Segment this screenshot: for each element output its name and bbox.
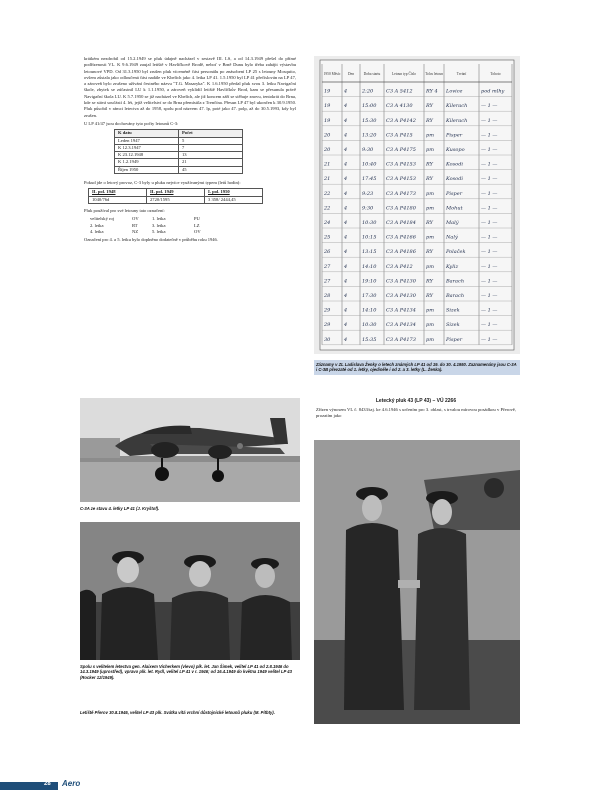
logbook-entry: C3 A P4186	[386, 249, 416, 256]
logbook-entry: 20	[324, 132, 331, 139]
logbook-entry: — 1 —	[481, 161, 498, 168]
table-row	[89, 196, 263, 203]
logbook-entry: Malý	[446, 220, 459, 226]
logbook-entry: 27	[324, 278, 331, 285]
officers-photo	[80, 522, 300, 660]
logbook-entry: 29	[324, 307, 331, 314]
logbook-entry: Pisper	[446, 190, 463, 197]
logbook-entry: RY	[426, 293, 433, 299]
logbook-entry: 21	[324, 176, 331, 183]
logbook-entry: 4	[344, 322, 348, 329]
logbook-entry: RY	[426, 220, 433, 226]
logbook-entry: C3 A P415	[386, 132, 413, 139]
table-cell: 1040/76d	[89, 196, 147, 203]
table-cell: PU	[194, 216, 200, 222]
logbook-header: Doba startu	[363, 72, 381, 76]
page-footer	[0, 778, 600, 792]
article-paragraph: Pluk používal pro své letouny tato označení:	[84, 207, 165, 213]
logbook-entry: C3 A P4166	[386, 234, 416, 241]
table-row	[115, 137, 243, 144]
logbook-entry: C3 A P4130	[386, 293, 416, 299]
aircraft-caption: C-3A ze stavu 4. letky LP 41 (J. Kryštof).	[80, 506, 160, 511]
logbook-entry: 29	[324, 322, 331, 329]
table-row	[88, 229, 212, 235]
table-cell: K 12.3.1947	[115, 144, 179, 151]
table-row	[115, 152, 243, 159]
logbook-header: 1950 Měsíc	[323, 72, 341, 76]
logbook-entry: 22	[324, 190, 331, 197]
logbook-entry: pm	[426, 336, 434, 343]
logbook-entry: RY	[426, 103, 433, 110]
logbook-entry: pod mlhy	[481, 88, 505, 95]
table-cell: K 23.12.1948	[115, 152, 179, 159]
logbook-entry: 17:45	[362, 176, 377, 183]
table-cell: 5	[179, 137, 243, 144]
logbook-entry: RY	[426, 161, 433, 168]
logbook-entry: 19:10	[362, 278, 377, 285]
table-cell: 2720/1595	[147, 196, 205, 203]
table-header: K datu	[115, 130, 179, 137]
logbook-entry: 21	[324, 161, 331, 168]
logbook-entry: Sizek	[446, 322, 460, 329]
logbook-entry: 24	[324, 220, 331, 226]
logbook-entry: 30	[324, 336, 331, 343]
logbook-entry: — 1 —	[481, 278, 498, 285]
logbook-entry: Mohut	[446, 205, 463, 212]
logbook-entry: C3 A P4184	[386, 220, 416, 226]
logbook-entry: C3 A P4130	[386, 278, 416, 285]
logbook-entry: 27	[324, 263, 331, 270]
logbook-entry: — 1 —	[481, 249, 498, 256]
logbook-entry: 4	[344, 103, 348, 110]
logbook-entry: 4	[344, 205, 348, 212]
logbook-entry: Kilerach	[446, 117, 468, 124]
table-cell: 21	[179, 159, 243, 166]
logbook-header: Tolos letoun	[425, 72, 443, 76]
logbook-entry: 13:15	[362, 249, 377, 256]
logbook-entry: 2:20	[362, 88, 374, 95]
logbook-entry: — 1 —	[481, 263, 498, 270]
logbook-entry: — 1 —	[481, 147, 498, 153]
logbook-entry: 4	[344, 293, 348, 299]
logbook-entry: 15:30	[362, 117, 377, 124]
logbook-entry: C3 A 4130	[386, 103, 413, 110]
table-cell: 1. letka	[152, 216, 166, 222]
table-cell: 3 358/ 2444,45	[205, 196, 263, 203]
logbook-header: Trvání	[456, 72, 467, 76]
logbook-entry: pm	[426, 322, 434, 329]
article-paragraph: krátkém nezdrobil od 15.2.1949 se pluk údajně nacházel v sestavě III. LS, a od 14.3.1949 přešel do přímé podřízenosti VL. K 9.6.1949 zaujal letiště v Havlíčkově Brodě, neboť v Brně Dunu bylo třeba zahájit výstavbu letounové VPD. Od 31.3.1950 byl zrušen pluk víceméně část personálu po znásobení LP 25 s letouny Mosquito, ovšem zůstala jako odloučená část nadále ve Kbelích jako 4. letka LP 41. 1.5.1950 byl LP 41 přečíslován na LP 47, a zároveň bylo zrušeno užívání čestného názvu "T.G. Masaryka". K 1.6.1950 předal pluk svou 3. letku Navigační škole, zbytek se zúčastnil LU k 1.1.1950, a zároveň vyklidil letiště Havlíčkův Brod, kam se přesunula právě Navigační škola LU. K 5.7.1950 se již nacházel ve Kbelích, ale již koncem září se stěhuje znovu, tentokrát do Brna, kde se stává součástí 4. lét, jejíž velitelství se do Brna přemístila z Trenčína. Přesun LP 47 byl ukončen k 30.9.1950. Pluk působil v rámci letectva až do 1958, spolu pod názvem 47. lp, poté jako 47. polp, až do 30.5.1993, kdy byl zrušen.	[84, 56, 296, 118]
logbook-entry: 9:23	[362, 190, 374, 197]
logbook-entry: 4	[344, 278, 348, 285]
table-header: Počet	[179, 130, 243, 137]
logbook-entry: RY	[426, 278, 433, 285]
logbook-entry: Kosodi	[446, 176, 463, 183]
table-row	[115, 166, 243, 173]
logbook-entry: 4	[344, 336, 348, 343]
logbook-entry: RY 4	[426, 88, 438, 95]
logbook-entry: 4	[344, 220, 348, 226]
table-cell: Říjen 1950	[115, 166, 179, 173]
logbook-entry: C3 A 5412	[386, 88, 413, 95]
table-cell: 2. letka	[90, 222, 104, 228]
logbook-entry: — 1 —	[481, 220, 498, 226]
aircraft-count-table	[114, 129, 243, 174]
logbook-entry: pm	[426, 205, 434, 212]
logbook-entry: 4	[344, 147, 348, 153]
logbook-entry: 10:30	[362, 322, 377, 329]
handshake-photo	[314, 440, 520, 724]
logbook-entry: — 1 —	[481, 336, 498, 343]
logbook-entry: Polaček	[446, 249, 466, 256]
table-cell: OV	[132, 216, 139, 222]
brand-logo: Aero	[62, 779, 81, 788]
logbook-entry: 10:15	[362, 234, 377, 241]
logbook-entry: 10:40	[362, 161, 377, 168]
table-header: I. pol. 1950	[205, 189, 263, 196]
logbook-entry: C3 A P412	[386, 263, 413, 270]
logbook-entry: Barach	[446, 278, 465, 285]
logbook-entry: 15:00	[362, 103, 377, 110]
logbook-entry: 19	[324, 88, 331, 95]
logbook-entry: 4	[344, 307, 348, 314]
logbook-entry: pm	[426, 147, 434, 153]
logbook-entry: 4	[344, 190, 348, 197]
handshake-image	[314, 440, 520, 724]
logbook-entry: 4	[344, 88, 348, 95]
table-cell: Leden 1947	[115, 137, 179, 144]
logbook-entry: 22	[324, 205, 331, 212]
logbook-entry: RY	[426, 176, 433, 183]
logbook-header: Letoun typ Číslo	[391, 72, 417, 76]
logbook-entry: Pisper	[446, 336, 463, 343]
logbook-entry: 4	[344, 263, 348, 270]
article-paragraph: U LP 41/47 jsou dochovány tyto počty letounů C-3:	[84, 120, 179, 126]
logbook-entry: 4	[344, 161, 348, 168]
logbook-entry: C3 A P4153	[386, 161, 416, 168]
article-paragraph: Zřízen výnosem VL č. 8433/taj. ke 4.6.1946 s určením pro 3. oblast, s trvalou mírovou posádkou v Přerově, prozatím jako	[316, 407, 516, 419]
logbook-entry: 14:10	[362, 307, 377, 314]
table-cell: 45	[179, 166, 243, 173]
logbook-entry: pm	[426, 234, 434, 241]
logbook-entry: — 1 —	[481, 117, 498, 124]
logbook-entry: 17:30	[362, 293, 377, 299]
left-text-column	[84, 56, 296, 245]
logbook-entry: — 1 —	[481, 103, 498, 110]
logbook-entry: pm	[426, 263, 434, 270]
logbook-header: Den	[348, 72, 354, 76]
logbook-entry: Pisper	[446, 132, 463, 139]
logbook-entry: — 1 —	[481, 293, 498, 299]
logbook-entry: 28	[324, 293, 331, 299]
unit-codes-table	[88, 216, 212, 235]
logbook-entry: 4	[344, 176, 348, 183]
logbook-entry: C3 A P4175	[386, 147, 416, 153]
logbook-entry: 4	[344, 234, 348, 241]
logbook-entry: pm	[426, 307, 434, 314]
page-number: 28	[44, 781, 51, 787]
logbook-caption: Záznamy v ZL Ladislava Ženky o letech známých LP 41 od 19. do 30. 4.1950. Zaznamenány jsou C-3A i C-3B převzaté od 1. letky, ojediněle i od 2. a 3. letky (L. Ženka).	[314, 360, 520, 375]
article-paragraph: Pokud jde o letový provoz, C-3 byly u pluku nejvíce využívanými typem (letů hodin):	[84, 180, 241, 186]
table-cell: 4. letka	[90, 228, 104, 234]
logbook-entry: C3 A P4180	[386, 205, 416, 212]
logbook-entry: 15:35	[362, 336, 377, 343]
table-cell: LZ	[194, 222, 200, 228]
logbook-entry: 10:30	[362, 220, 377, 226]
table-header: II. pol. 1949	[147, 189, 205, 196]
table-header: II. pol. 1948	[89, 189, 147, 196]
logbook-entry: 13:20	[362, 132, 377, 139]
logbook-entry: Kilerach	[446, 103, 468, 110]
table-cell: RT	[132, 222, 138, 228]
logbook-entry: C3 A P4153	[386, 176, 416, 183]
logbook-entry: — 1 —	[481, 132, 498, 139]
logbook-entry: — 1 —	[481, 234, 498, 241]
table-cell: K 1.2.1949	[115, 159, 179, 166]
aircraft-image	[80, 398, 300, 502]
officers-image	[80, 522, 300, 660]
logbook-entry: 4	[344, 117, 348, 124]
logbook-entry: C3 A P4134	[386, 307, 416, 314]
logbook-entry: 25	[324, 234, 331, 241]
logbook-entry: — 1 —	[481, 190, 498, 197]
logbook-entry: C3 A P4134	[386, 322, 416, 329]
logbook-entry: Kyliz	[446, 263, 459, 270]
table-cell: 7	[179, 144, 243, 151]
table-cell: NZ	[132, 228, 139, 234]
logbook-entry: 14:10	[362, 263, 377, 270]
logbook-entry: 19	[324, 103, 331, 110]
logbook-entry: Sizek	[446, 307, 460, 314]
logbook-entry: RY	[426, 117, 433, 124]
logbook-entry: 26	[324, 249, 331, 256]
table-cell: 3. letka	[152, 222, 166, 228]
logbook-entry: 4	[344, 249, 348, 256]
logbook-entry: 4	[344, 132, 348, 139]
logbook-entry: 20	[324, 147, 331, 153]
section-heading: Letecký pluk 43 (LP 43) – VÚ 2266	[375, 398, 457, 404]
table-row	[115, 144, 243, 151]
logbook-entry: Barach	[446, 293, 465, 299]
table-cell: 5. letka	[152, 228, 166, 234]
logbook-image	[314, 56, 520, 354]
logbook-entry: C3 A P4173	[386, 190, 416, 197]
logbook-entry: C3 A P4142	[386, 117, 416, 124]
aircraft-photo	[80, 398, 300, 502]
officers-caption: Spolu s velitelem letectva gen. Alaixem Vicherkem (vlevo) plk. let. Jan Šimek, velitel LP 41 od 2.8.1946 do 14.3.1949 (uprostřed), vpravo plk. let. Rydl, velitel LP 41 v r. 1946; od 16.4.1949 do května 1949 velitel LP 43 (Rocker 12/1949).	[80, 664, 292, 680]
table-cell: velitelský roj	[90, 216, 115, 222]
logbook-entry: — 1 —	[481, 322, 498, 329]
right-text-column	[316, 398, 516, 420]
logbook-entry: 9:30	[362, 147, 374, 153]
flight-hours-table	[88, 188, 263, 204]
logbook-entry: pm	[426, 190, 434, 197]
table-row	[115, 159, 243, 166]
logbook-header: Tohoto	[490, 72, 501, 76]
logbook-entry: C3 A P4173	[386, 336, 416, 343]
logbook-entry: Nalý	[446, 234, 458, 241]
logbook-entry: RY	[426, 249, 433, 256]
logbook-entry: — 1 —	[481, 205, 498, 212]
logbook-entry: 19	[324, 117, 331, 124]
table-cell: OV	[194, 228, 201, 234]
article-paragraph: Označení pro 4. a 5. letku bylo doplněno dodatečně v průběhu roku 1946.	[84, 237, 218, 243]
logbook-entry: 9:30	[362, 205, 374, 212]
logbook-entry: Kusopo	[446, 147, 465, 153]
logbook-entry: — 1 —	[481, 176, 498, 183]
airfield-caption: Letiště Přerov 30.8.1946, velitel LP 43 plk. Svátka vítá vrchní důstojnické letounů pluku (M. Pitbty).	[80, 710, 275, 715]
logbook-entry: Lovice	[446, 88, 463, 95]
logbook-entry: Kosodi	[446, 161, 463, 168]
logbook-entry: pm	[426, 132, 434, 139]
table-cell: 13	[179, 152, 243, 159]
logbook-entry: — 1 —	[481, 307, 498, 314]
logbook-photo	[314, 56, 520, 354]
